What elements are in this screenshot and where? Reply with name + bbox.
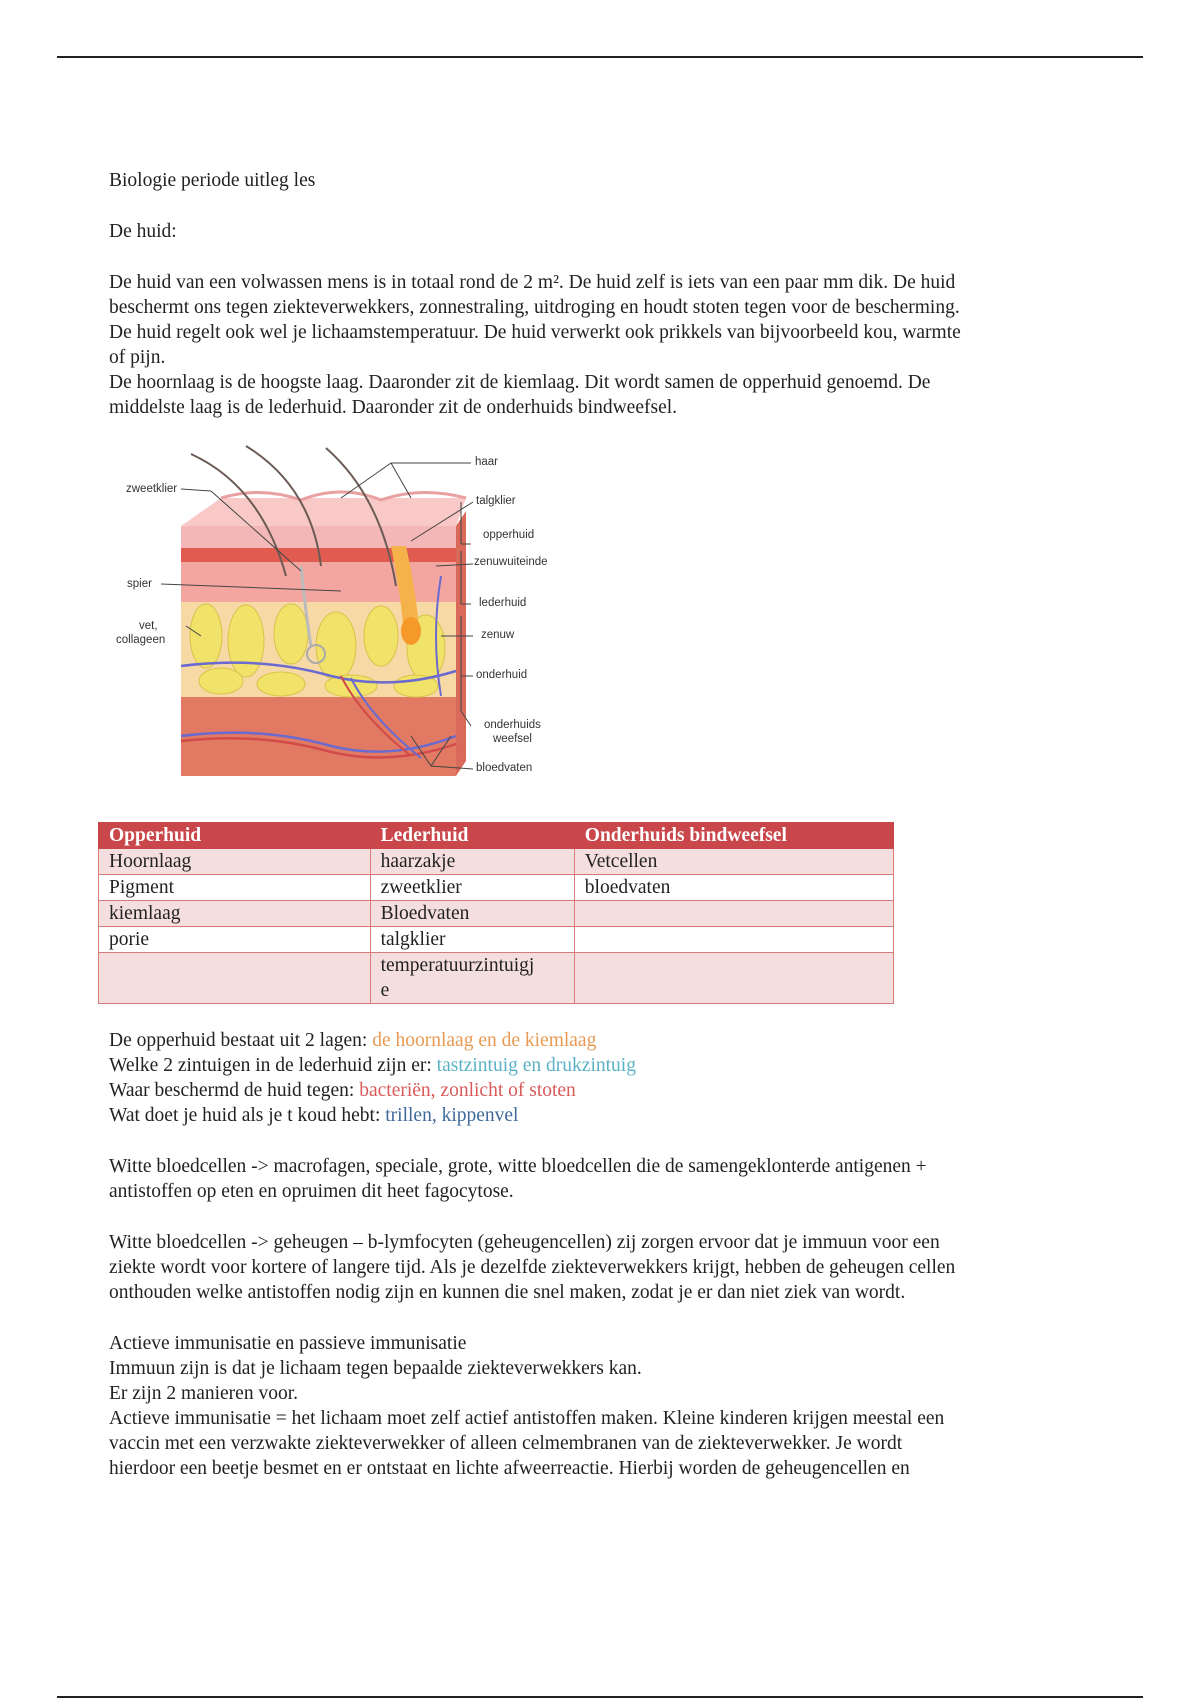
label-lederhuid: lederhuid bbox=[479, 597, 527, 609]
table-header: Lederhuid bbox=[370, 823, 574, 849]
table-cell: Hoornlaag bbox=[99, 849, 371, 875]
qa-line bbox=[109, 1103, 1089, 1128]
text-line: Immuun zijn is dat je lichaam tegen bepaalde ziekteverwekkers kan. bbox=[109, 1358, 642, 1379]
question: Welke 2 zintuigen in de lederhuid zijn er: bbox=[109, 1055, 437, 1076]
intro-line: De huid van een volwassen mens is in totaal rond de 2 m². De huid zelf is iets van een paar mm dik. De huid bbox=[109, 272, 956, 293]
cell-text: temperatuurzintuigj bbox=[380, 955, 535, 976]
label-haar: haar bbox=[475, 456, 499, 468]
table-cell: zweetklier bbox=[370, 875, 574, 901]
text-line: ziekte wordt voor kortere of langere tijd. Als je dezelfde ziekteverwekkers krijgt, hebben de geheugen cellen bbox=[109, 1257, 956, 1278]
table-cell bbox=[574, 927, 893, 953]
qa-line bbox=[109, 1028, 1089, 1053]
table-row bbox=[99, 901, 894, 927]
section-heading: De huid: bbox=[109, 221, 177, 242]
table-cell bbox=[99, 953, 371, 1004]
table-cell: Bloedvaten bbox=[370, 901, 574, 927]
table-header: Onderhuids bindweefsel bbox=[574, 823, 893, 849]
immunisatie-paragraph bbox=[109, 1331, 1089, 1481]
label-spier: spier bbox=[127, 578, 152, 590]
label-onderhuids: onderhuids bbox=[484, 719, 541, 731]
table-row bbox=[99, 953, 894, 1004]
geheugen-paragraph bbox=[109, 1230, 1089, 1305]
table-row bbox=[99, 927, 894, 953]
intro-line: of pijn. bbox=[109, 347, 166, 368]
table-cell: bloedvaten bbox=[574, 875, 893, 901]
table-row bbox=[99, 849, 894, 875]
question: Wat doet je huid als je t koud hebt: bbox=[109, 1105, 386, 1126]
intro-line: middelste laag is de lederhuid. Daaronder zit de onderhuids bindweefsel. bbox=[109, 397, 678, 418]
answer: trillen, kippenvel bbox=[385, 1105, 519, 1126]
question: De opperhuid bestaat uit 2 lagen: bbox=[109, 1030, 373, 1051]
answer: de hoornlaag en de kiemlaag bbox=[372, 1030, 597, 1051]
qa-block bbox=[109, 1028, 1089, 1128]
text-line: Witte bloedcellen -> macrofagen, speciale, grote, witte bloedcellen die de samengeklonterde antigenen + bbox=[109, 1156, 927, 1177]
table-cell: kiemlaag bbox=[99, 901, 371, 927]
top-rule bbox=[57, 56, 1143, 58]
table-cell bbox=[574, 901, 893, 927]
skin-diagram bbox=[111, 436, 611, 806]
label-vet: vet, bbox=[139, 620, 158, 632]
bottom-rule bbox=[57, 1696, 1143, 1698]
qa-line bbox=[109, 1053, 1089, 1078]
qa-line bbox=[109, 1078, 1089, 1103]
text-line: Actieve immunisatie = het lichaam moet zelf actief antistoffen maken. Kleine kinderen krijgen meestal een bbox=[109, 1408, 945, 1429]
skin-cross-section-illustration bbox=[111, 436, 611, 806]
text-line: Witte bloedcellen -> geheugen – b-lymfocyten (geheugencellen) zij zorgen ervoor dat je immuun voor een bbox=[109, 1232, 940, 1253]
label-talgklier: talgklier bbox=[476, 495, 516, 507]
answer: bacteriën, zonlicht of stoten bbox=[359, 1080, 576, 1101]
text-line: vaccin met een verzwakte ziekteverwekker of alleen celmembranen van de ziekteverwekker. Je wordt bbox=[109, 1433, 903, 1454]
doc-title: Biologie periode uitleg les bbox=[109, 170, 316, 191]
label-onderhuid: onderhuid bbox=[476, 669, 528, 681]
label-opperhuid: opperhuid bbox=[483, 529, 535, 541]
text-line: Actieve immunisatie en passieve immunisatie bbox=[109, 1333, 467, 1354]
table-cell: porie bbox=[99, 927, 371, 953]
label-zenuwuiteinde: zenuwuiteinde bbox=[474, 556, 548, 568]
text-line: onthouden welke antistoffen nodig zijn en kunnen die snel maken, zodat je er dan niet ziek van wordt. bbox=[109, 1282, 906, 1303]
intro-line: De hoornlaag is de hoogste laag. Daaronder zit de kiemlaag. Dit wordt samen de opperhuid genoemd. De bbox=[109, 372, 931, 393]
document-body bbox=[109, 168, 1089, 1481]
skin-layers-table bbox=[98, 822, 894, 1004]
intro-line: beschermt ons tegen ziekteverwekkers, zonnestraling, uitdroging en houdt stoten tegen voor de bescherming. bbox=[109, 297, 960, 318]
table-cell: haarzakje bbox=[370, 849, 574, 875]
text-line: Er zijn 2 manieren voor. bbox=[109, 1383, 298, 1404]
table-cell bbox=[370, 953, 574, 1004]
intro-paragraph bbox=[109, 270, 1089, 420]
cell-text-wrap: e bbox=[380, 980, 390, 1001]
intro-line: De huid regelt ook wel je lichaamstemperatuur. De huid verwerkt ook prikkels van bijvoorbeeld kou, warmte bbox=[109, 322, 961, 343]
label-zenuw: zenuw bbox=[481, 629, 515, 641]
question: Waar beschermd de huid tegen: bbox=[109, 1080, 360, 1101]
table-header: Opperhuid bbox=[99, 823, 371, 849]
table-cell: Pigment bbox=[99, 875, 371, 901]
table-cell: Vetcellen bbox=[574, 849, 893, 875]
label-bloedvaten: bloedvaten bbox=[476, 762, 533, 774]
label-weefsel: weefsel bbox=[493, 733, 532, 745]
answer: tastzintuig en drukzintuig bbox=[436, 1055, 636, 1076]
table-row bbox=[99, 875, 894, 901]
text-line: hierdoor een beetje besmet en er ontstaat en lichte afweerreactie. Hierbij worden de geheugencellen en bbox=[109, 1458, 910, 1479]
table-header-row bbox=[99, 823, 894, 849]
label-zweetklier: zweetklier bbox=[126, 483, 178, 495]
table-cell bbox=[574, 953, 893, 1004]
table-cell: talgklier bbox=[370, 927, 574, 953]
macrofagen-paragraph bbox=[109, 1154, 1089, 1204]
text-line: antistoffen op eten en opruimen dit heet fagocytose. bbox=[109, 1181, 514, 1202]
label-collageen: collageen bbox=[116, 634, 166, 646]
